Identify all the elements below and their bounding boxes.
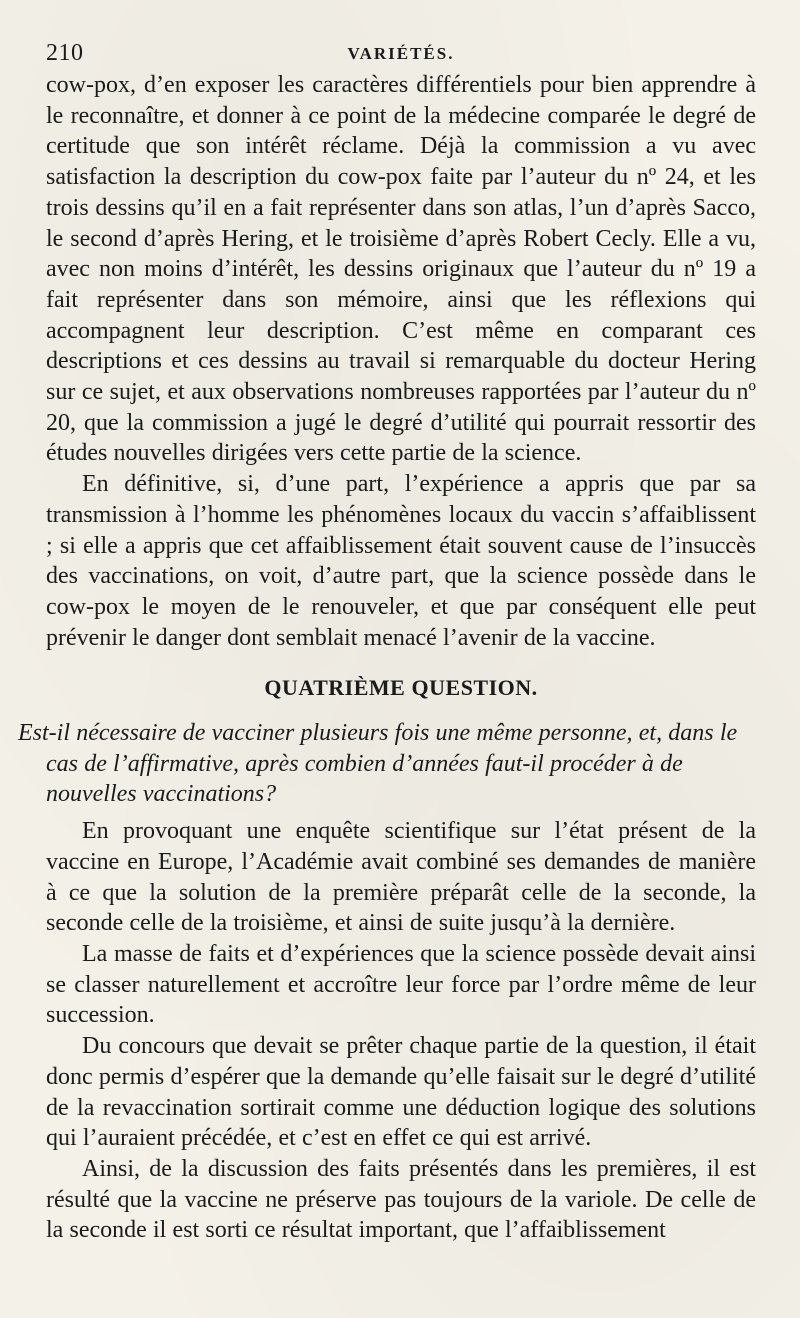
paragraph-continuation: cow-pox, d’en exposer les caractères différentiels pour bien apprendre à le reconnaître, et donner à ce point de la médecine comparée le degré de certitude que son intérêt réclame. Déjà la commission a vu avec satisfaction la description du cow-pox faite par l’auteur du nº 24, et les trois dessins qu’il en a fait représenter dans son atlas, l’un d’après Sacco, le second d’après Hering, et le troisième d’après Robert Cecly. Elle a vu, avec non moins d’intérêt, les dessins originaux que l’auteur du nº 19 a fait représenter dans son mémoire, ainsi que les réflexions qui accompagnent leur description. C’est même en comparant ces descriptions et ces dessins au travail si remarquable du docteur Hering sur ce sujet, et aux observations nombreuses rapportées par l’auteur du nº 20, que la commission a jugé le degré d’utilité qui pourrait ressortir des études nouvelles dirigées vers cette partie de la science. [46,72,756,467]
question-block [18,718,756,810]
page-header [46,40,756,70]
question-text: Est-il nécessaire de vacciner plusieurs fois une même personne, et, dans le cas de l’affirmative, après combien d’années faut-il procéder à de nouvelles vaccinations? [18,720,738,808]
paragraph-concours: Du concours que devait se prêter chaque partie de la question, il était donc permis d’espérer que la demande qu’elle faisait sur le degré d’utilité de la revaccination sortirait comme une déduction logique des solutions qui l’auraient précédée, et c’est en effet ce qui est arrivé. [46,1033,756,1152]
paragraph-masse-faits: La masse de faits et d’expériences que la science possède devait ainsi se classer naturellement et accroître leur force par l’ordre même de leur succession. [46,940,756,1029]
paragraph-definitive: En définitive, si, d’une part, l’expérience a appris que par sa transmission à l’homme les phénomènes locaux du vaccin s’affaiblissent ; si elle a appris que cet affaiblissement était souvent cause de l’insuccès des vaccinations, on voit, d’autre part, que la science possède dans le cow-pox le moyen de le renouveler, et que par conséquent elle peut prévenir le danger dont semblait menacé l’avenir de la vaccine. [46,471,756,651]
running-title: VARIÉTÉS. [347,44,455,63]
paragraph-enquete: En provoquant une enquête scientifique sur l’état présent de la vaccine en Europe, l’Académie avait combiné ses demandes de manière à ce que la solution de la première préparât celle de la seconde, la seconde celle de la troisième, et ainsi de suite jusqu’à la dernière. [46,818,756,937]
paragraph-discussion: Ainsi, de la discussion des faits présentés dans les premières, il est résulté que la vaccine ne préserve pas toujours de la variole. De celle de la seconde il est sorti ce résultat important, que l’affaiblissement [46,1155,756,1244]
main-text [18,70,756,1246]
page-number: 210 [46,40,84,66]
section-title: QUATRIÈME QUESTION. [264,675,538,701]
